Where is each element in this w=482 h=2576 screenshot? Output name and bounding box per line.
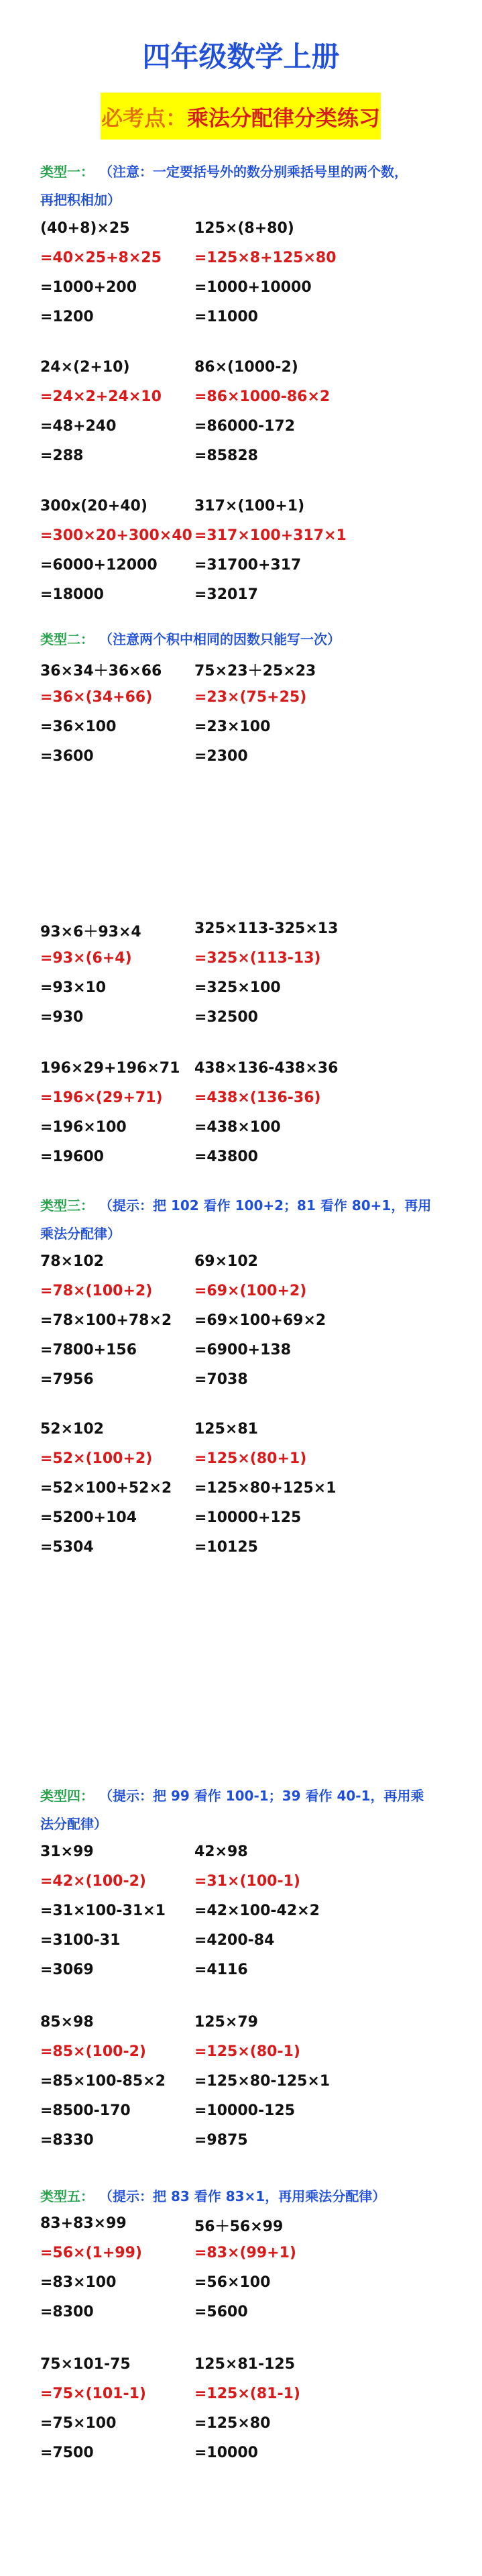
solution-step: =24×2+24×10 [40, 388, 162, 405]
answer-line: =7956 [40, 1371, 94, 1388]
solution-step: =6900+138 [194, 1342, 292, 1358]
answer-line: =8330 [40, 2132, 94, 2149]
solution-step: =69×(100+2) [194, 1283, 307, 1299]
answer-line: =19600 [40, 1148, 104, 1165]
subtitle [101, 101, 381, 132]
answer-line: =1200 [40, 309, 94, 325]
solution-step: =125×80-125×1 [194, 2073, 330, 2090]
solution-step: =3100-31 [40, 1932, 121, 1949]
section-5-tag: 类型五： [40, 2188, 94, 2204]
section-3-note-cont: 乘法分配律） [40, 1226, 121, 1242]
problem-line: 52×102 [40, 1421, 104, 1438]
solution-step: =23×(75+25) [194, 689, 307, 706]
problem-line: 86×(1000-2) [194, 359, 298, 376]
solution-step: =52×(100+2) [40, 1450, 153, 1467]
solution-step: =40×25+8×25 [40, 250, 162, 266]
answer-line: =18000 [40, 586, 104, 603]
section-2-tag: 类型二： [40, 631, 94, 647]
section-5-note: （提示：把 83 看作 83×1，再用乘法分配律） [106, 2188, 386, 2204]
solution-step: =42×100-42×2 [194, 1902, 320, 1919]
problem-line: 125×(8+80) [194, 220, 294, 237]
problem-line: 42×98 [194, 1843, 248, 1860]
answer-line: =930 [40, 1009, 84, 1026]
answer-line: =7500 [40, 2445, 94, 2461]
solution-step: =300×20+300×40 [40, 527, 192, 544]
problem-line: 300x(20+40) [40, 498, 147, 515]
answer-line: =5304 [40, 1539, 94, 1556]
answer-line: =8300 [40, 2304, 94, 2320]
answer-line: =288 [40, 447, 84, 464]
solution-step: =10000-125 [194, 2102, 296, 2119]
solution-step: =196×(29+71) [40, 1089, 163, 1106]
problem-line: 125×81-125 [194, 2356, 296, 2373]
solution-step: =125×8+125×80 [194, 250, 337, 266]
answer-line: =3600 [40, 748, 94, 765]
problem-line: 24×(2+10) [40, 359, 130, 376]
solution-step: =438×(136-36) [194, 1089, 321, 1106]
problem-line: 56＋56×99 [194, 2218, 284, 2235]
answer-line: =11000 [194, 309, 258, 325]
solution-step: =4200-84 [194, 1932, 275, 1949]
answer-line: =3069 [40, 1962, 94, 1978]
problem-line: 78×102 [40, 1253, 104, 1270]
answer-line: =2300 [194, 748, 248, 765]
section-5-header [40, 2186, 385, 2205]
solution-step: =93×10 [40, 979, 107, 996]
section-4-note: （提示：把 99 看作 100-1；39 看作 40-1，再用乘 [106, 1788, 424, 1804]
solution-step: =56×(1+99) [40, 2245, 142, 2261]
solution-step: =31×(100-1) [194, 1873, 300, 1890]
solution-step: =1000+200 [40, 279, 137, 296]
section-3-note: （提示：把 102 看作 100+2；81 看作 80+1，再用 [106, 1197, 432, 1214]
solution-step: =42×(100-2) [40, 1873, 146, 1890]
answer-line: =32500 [194, 1009, 258, 1026]
solution-step: =325×100 [194, 979, 281, 996]
section-1-header [40, 161, 408, 180]
solution-step: =75×(101-1) [40, 2385, 146, 2402]
solution-step: =78×100+78×2 [40, 1312, 172, 1329]
answer-line: =43800 [194, 1148, 258, 1165]
answer-line: =10000 [194, 2445, 258, 2461]
problem-line: 85×98 [40, 2014, 94, 2031]
solution-step: =85×100-85×2 [40, 2073, 166, 2090]
solution-step: =325×(113-13) [194, 950, 321, 967]
section-2-note: （注意两个积中相同的因数只能写一次） [106, 631, 341, 647]
solution-step: =86000-172 [194, 418, 296, 435]
solution-step: =1000+10000 [194, 279, 312, 296]
page-title: 四年级数学上册 [142, 40, 340, 73]
section-4-header [40, 1785, 424, 1805]
solution-step: =85×(100-2) [40, 2043, 146, 2060]
solution-step: =438×100 [194, 1119, 281, 1136]
solution-step: =125×(80+1) [194, 1450, 307, 1467]
answer-line: =5600 [194, 2304, 248, 2320]
solution-step: =8500-170 [40, 2102, 131, 2119]
solution-step: =5200+104 [40, 1509, 137, 1526]
solution-step: =125×(81-1) [194, 2385, 300, 2402]
problem-line: 75×101-75 [40, 2356, 131, 2373]
solution-step: =75×100 [40, 2415, 117, 2432]
solution-step: =86×1000-86×2 [194, 388, 330, 405]
solution-step: =36×(34+66) [40, 689, 153, 706]
solution-step: =7800+156 [40, 1342, 137, 1358]
problem-line: 93×6＋93×4 [40, 924, 141, 941]
solution-step: =31×100-31×1 [40, 1902, 166, 1919]
solution-step: =125×80+125×1 [194, 1480, 337, 1497]
problem-line: 83+83×99 [40, 2215, 127, 2232]
solution-step: =52×100+52×2 [40, 1480, 172, 1497]
section-1-note-cont: 再把积相加） [40, 192, 121, 208]
problem-line: (40+8)×25 [40, 220, 130, 237]
section-4-tag: 类型四： [40, 1788, 94, 1804]
solution-step: =93×(6+4) [40, 950, 132, 967]
solution-step: =10000+125 [194, 1509, 302, 1526]
answer-line: =10125 [194, 1539, 258, 1556]
subtitle-main: 乘法分配律分类练习 [187, 105, 381, 131]
solution-step: =6000+12000 [40, 557, 158, 574]
answer-line: =9875 [194, 2132, 248, 2149]
solution-step: =31700+317 [194, 557, 302, 574]
solution-step: =56×100 [194, 2274, 271, 2291]
problem-line: 36×34＋36×66 [40, 663, 162, 680]
answer-line: =4116 [194, 1962, 248, 1978]
solution-step: =125×(80-1) [194, 2043, 300, 2060]
problem-line: 69×102 [194, 1253, 258, 1270]
solution-step: =23×100 [194, 718, 271, 735]
solution-step: =125×80 [194, 2415, 271, 2432]
section-3-tag: 类型三： [40, 1197, 94, 1214]
answer-line: =32017 [194, 586, 258, 603]
problem-line: 125×81 [194, 1421, 258, 1438]
section-3-header [40, 1195, 431, 1214]
answer-line: =7038 [194, 1371, 248, 1388]
problem-line: 317×(100+1) [194, 498, 305, 515]
section-1-note: （注意：一定要括号外的数分别乘括号里的两个数， [106, 164, 408, 180]
solution-step: =48+240 [40, 418, 117, 435]
problem-line: 75×23＋25×23 [194, 663, 316, 680]
answer-line: =85828 [194, 447, 258, 464]
problem-line: 325×113-325×13 [194, 920, 339, 937]
solution-step: =78×(100+2) [40, 1283, 153, 1299]
solution-step: =196×100 [40, 1119, 127, 1136]
problem-line: 125×79 [194, 2014, 258, 2031]
section-4-note-cont: 法分配律） [40, 1816, 107, 1832]
solution-step: =83×100 [40, 2274, 117, 2291]
problem-line: 196×29+196×71 [40, 1060, 180, 1077]
solution-step: =317×100+317×1 [194, 527, 347, 544]
solution-step: =83×(99+1) [194, 2245, 296, 2261]
subtitle-prefix: 必考点： [101, 105, 187, 131]
solution-step: =36×100 [40, 718, 117, 735]
section-1-tag: 类型一： [40, 164, 94, 180]
section-2-header [40, 629, 341, 648]
solution-step: =69×100+69×2 [194, 1312, 326, 1329]
problem-line: 438×136-438×36 [194, 1060, 339, 1077]
problem-line: 31×99 [40, 1843, 94, 1860]
